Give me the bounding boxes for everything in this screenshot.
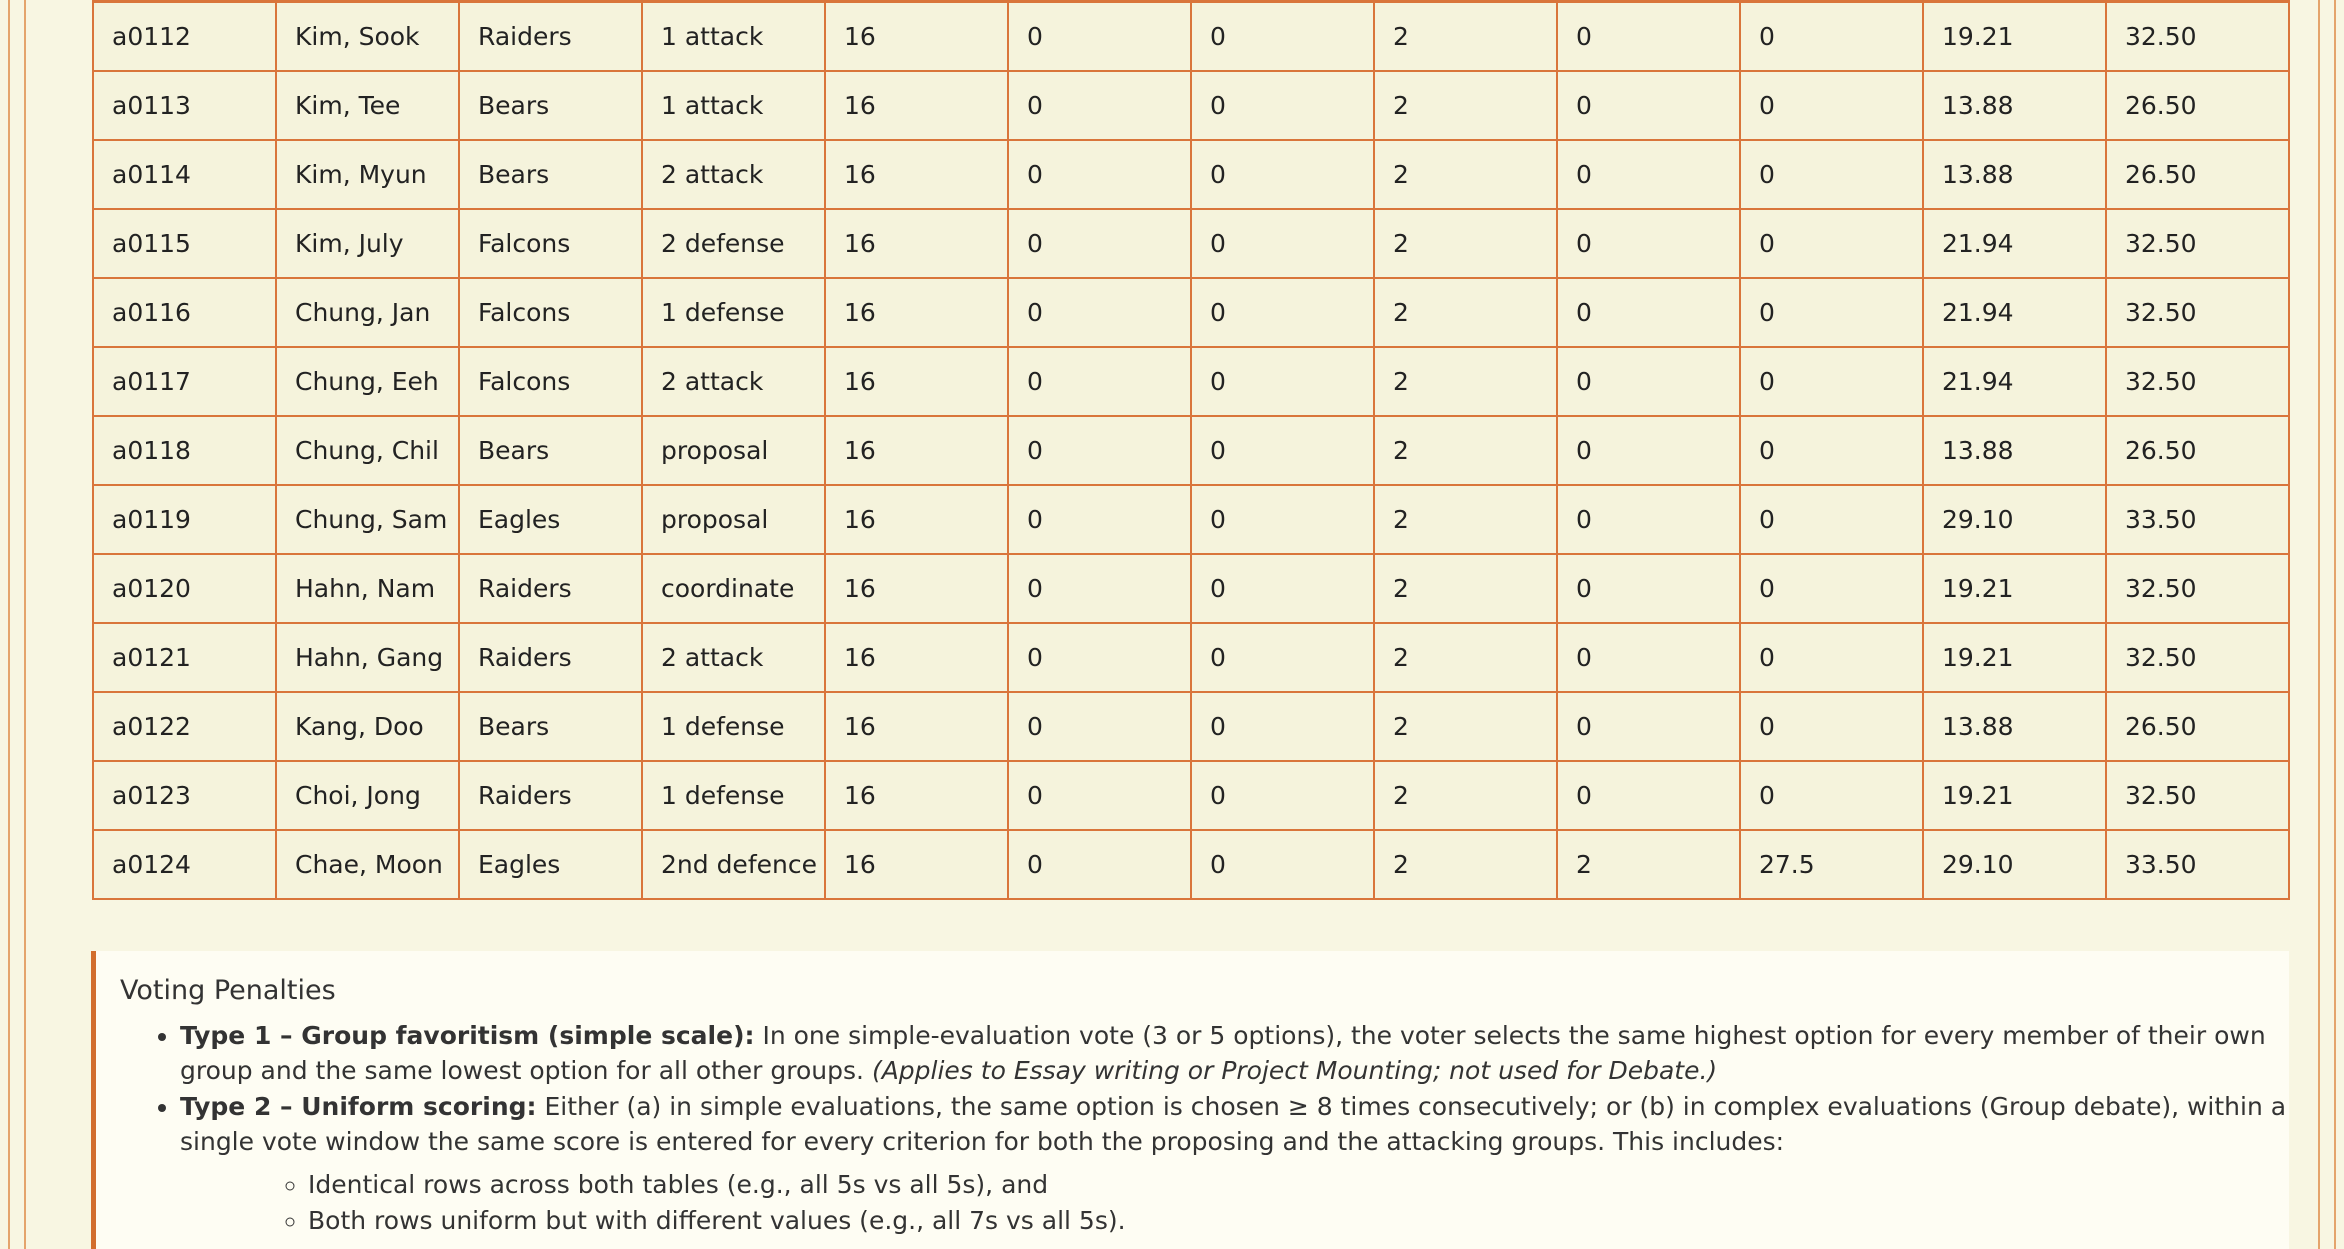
table-cell: proposal xyxy=(642,485,825,554)
table-cell: 0 xyxy=(1008,623,1191,692)
table-cell: 1 defense xyxy=(642,761,825,830)
table-cell: 16 xyxy=(825,140,1008,209)
table-cell: 16 xyxy=(825,830,1008,899)
table-cell: Choi, Jong xyxy=(276,761,459,830)
table-cell: 0 xyxy=(1191,623,1374,692)
table-cell: 0 xyxy=(1008,278,1191,347)
table-cell: 26.50 xyxy=(2106,140,2289,209)
penalty-type-2-subitem: ◦ Both rows uniform but with different values (e.g., all 7s vs all 5s). xyxy=(308,1203,2289,1239)
table-cell: 16 xyxy=(825,692,1008,761)
table-cell: Eagles xyxy=(459,830,642,899)
table-cell: 0 xyxy=(1740,761,1923,830)
table-cell: a0121 xyxy=(93,623,276,692)
table-cell: 16 xyxy=(825,2,1008,72)
table-cell: 0 xyxy=(1740,71,1923,140)
table-cell: 0 xyxy=(1191,140,1374,209)
table-cell: 27.5 xyxy=(1740,830,1923,899)
table-cell: 32.50 xyxy=(2106,2,2289,72)
table-cell: 29.10 xyxy=(1923,830,2106,899)
penalty-type-1-text: In one simple-evaluation vote (3 or 5 options), the voter selects the same highest option for every member of their own group and the same lowest option for all other groups. xyxy=(180,1021,2266,1085)
table-cell: 0 xyxy=(1740,347,1923,416)
table-cell: 0 xyxy=(1008,2,1191,72)
table-cell: 0 xyxy=(1008,830,1191,899)
table-cell: Raiders xyxy=(459,623,642,692)
table-cell: a0122 xyxy=(93,692,276,761)
table-cell: 0 xyxy=(1557,623,1740,692)
frame-rail xyxy=(24,0,26,1249)
table-cell: 2 xyxy=(1557,830,1740,899)
table-cell: 0 xyxy=(1740,692,1923,761)
table-cell: Kim, Myun xyxy=(276,140,459,209)
table-cell: Kang, Doo xyxy=(276,692,459,761)
table-cell: 0 xyxy=(1557,278,1740,347)
table-cell: Falcons xyxy=(459,209,642,278)
table-row xyxy=(93,209,2289,278)
voting-penalties-panel xyxy=(91,951,2289,1249)
table-cell: 2 xyxy=(1374,347,1557,416)
table-cell: 2 xyxy=(1374,278,1557,347)
table-cell: 16 xyxy=(825,71,1008,140)
penalty-list xyxy=(120,1018,2289,1239)
penalty-type-2-text: Either (a) in simple evaluations, the same option is chosen ≥ 8 times consecutively; or (b) in complex evaluations (Group debate), within a single vote window the same score is entered for every criterion for both the proposing and the attacking groups. This includes: xyxy=(180,1092,2287,1156)
table-cell: Bears xyxy=(459,416,642,485)
table-cell: 13.88 xyxy=(1923,416,2106,485)
table-cell: Raiders xyxy=(459,554,642,623)
table-cell: a0120 xyxy=(93,554,276,623)
table-cell: a0112 xyxy=(93,2,276,72)
table-cell: Hahn, Nam xyxy=(276,554,459,623)
table-cell: 16 xyxy=(825,209,1008,278)
table-cell: 16 xyxy=(825,347,1008,416)
table-cell: 32.50 xyxy=(2106,761,2289,830)
table-cell: 0 xyxy=(1557,140,1740,209)
table-cell: 0 xyxy=(1557,2,1740,72)
frame-rail xyxy=(2318,0,2320,1249)
table-cell: 0 xyxy=(1191,2,1374,72)
table-cell: Eagles xyxy=(459,485,642,554)
penalty-type-2-sublist xyxy=(180,1167,2289,1239)
table-cell: Raiders xyxy=(459,2,642,72)
table-cell: 0 xyxy=(1008,554,1191,623)
table-cell: 0 xyxy=(1191,554,1374,623)
table-cell: a0118 xyxy=(93,416,276,485)
table-cell: a0114 xyxy=(93,140,276,209)
table-cell: 16 xyxy=(825,278,1008,347)
table-cell: 26.50 xyxy=(2106,71,2289,140)
table-cell: 2 defense xyxy=(642,209,825,278)
frame-rail xyxy=(8,0,10,1249)
scores-table xyxy=(92,0,2290,900)
table-cell: 21.94 xyxy=(1923,278,2106,347)
table-row xyxy=(93,485,2289,554)
table-cell: 0 xyxy=(1191,347,1374,416)
penalty-type-2-label: Type 2 – Uniform scoring: xyxy=(180,1092,537,1121)
table-cell: a0117 xyxy=(93,347,276,416)
table-cell: 2 xyxy=(1374,71,1557,140)
table-cell: 0 xyxy=(1008,761,1191,830)
table-cell: 0 xyxy=(1740,278,1923,347)
table-cell: 0 xyxy=(1191,761,1374,830)
penalty-type-1-note: (Applies to Essay writing or Project Mounting; not used for Debate.) xyxy=(871,1056,1718,1085)
table-cell: 13.88 xyxy=(1923,71,2106,140)
table-cell: Kim, Sook xyxy=(276,2,459,72)
table-cell: 2 attack xyxy=(642,347,825,416)
table-cell: 2 attack xyxy=(642,140,825,209)
table-cell: 0 xyxy=(1557,554,1740,623)
table-cell: 0 xyxy=(1740,209,1923,278)
table-cell: 33.50 xyxy=(2106,830,2289,899)
table-cell: 2 attack xyxy=(642,623,825,692)
table-cell: 0 xyxy=(1740,485,1923,554)
table-cell: 0 xyxy=(1008,347,1191,416)
table-cell: 32.50 xyxy=(2106,347,2289,416)
table-cell: 32.50 xyxy=(2106,278,2289,347)
table-cell: 19.21 xyxy=(1923,2,2106,72)
table-cell: 1 attack xyxy=(642,2,825,72)
penalty-type-1 xyxy=(180,1018,2289,1088)
table-cell: 0 xyxy=(1557,692,1740,761)
table-cell: 0 xyxy=(1557,209,1740,278)
table-cell: 0 xyxy=(1008,692,1191,761)
table-cell: 0 xyxy=(1557,761,1740,830)
penalty-type-2 xyxy=(180,1089,2289,1239)
table-cell: Chung, Chil xyxy=(276,416,459,485)
table-cell: 13.88 xyxy=(1923,692,2106,761)
table-cell: 19.21 xyxy=(1923,761,2106,830)
scores-table-body xyxy=(93,2,2289,900)
table-cell: 0 xyxy=(1740,623,1923,692)
table-cell: 0 xyxy=(1191,209,1374,278)
table-cell: 0 xyxy=(1191,692,1374,761)
table-cell: 0 xyxy=(1557,347,1740,416)
table-cell: Falcons xyxy=(459,347,642,416)
table-cell: 0 xyxy=(1740,416,1923,485)
table-cell: 0 xyxy=(1191,485,1374,554)
table-cell: 16 xyxy=(825,623,1008,692)
table-cell: Kim, July xyxy=(276,209,459,278)
table-cell: 19.21 xyxy=(1923,623,2106,692)
table-cell: 1 defense xyxy=(642,692,825,761)
table-cell: a0116 xyxy=(93,278,276,347)
table-cell: 21.94 xyxy=(1923,209,2106,278)
table-cell: 29.10 xyxy=(1923,485,2106,554)
table-cell: 0 xyxy=(1191,278,1374,347)
table-row xyxy=(93,692,2289,761)
table-row xyxy=(93,761,2289,830)
table-cell: a0113 xyxy=(93,71,276,140)
table-cell: 13.88 xyxy=(1923,140,2106,209)
table-cell: Bears xyxy=(459,71,642,140)
table-cell: 33.50 xyxy=(2106,485,2289,554)
table-cell: 0 xyxy=(1008,209,1191,278)
table-cell: a0123 xyxy=(93,761,276,830)
table-cell: 0 xyxy=(1191,71,1374,140)
table-cell: 0 xyxy=(1191,416,1374,485)
table-row xyxy=(93,278,2289,347)
table-cell: 0 xyxy=(1740,140,1923,209)
table-row xyxy=(93,140,2289,209)
voting-penalties-title: Voting Penalties xyxy=(120,975,336,1006)
table-cell: 2nd defence xyxy=(642,830,825,899)
table-cell: Chung, Jan xyxy=(276,278,459,347)
table-cell: Chung, Sam xyxy=(276,485,459,554)
table-cell: 16 xyxy=(825,485,1008,554)
table-cell: 2 xyxy=(1374,485,1557,554)
table-cell: 0 xyxy=(1008,416,1191,485)
table-cell: 0 xyxy=(1557,485,1740,554)
table-cell: 0 xyxy=(1008,485,1191,554)
table-cell: a0119 xyxy=(93,485,276,554)
table-cell: 21.94 xyxy=(1923,347,2106,416)
table-cell: 32.50 xyxy=(2106,623,2289,692)
table-cell: 26.50 xyxy=(2106,692,2289,761)
table-row xyxy=(93,416,2289,485)
table-cell: 2 xyxy=(1374,416,1557,485)
table-cell: Raiders xyxy=(459,761,642,830)
table-cell: 2 xyxy=(1374,140,1557,209)
frame-rail xyxy=(2334,0,2336,1249)
table-cell: 1 defense xyxy=(642,278,825,347)
table-cell: 0 xyxy=(1740,2,1923,72)
table-cell: 0 xyxy=(1008,71,1191,140)
table-cell: Kim, Tee xyxy=(276,71,459,140)
penalty-type-1-label: Type 1 – Group favoritism (simple scale): xyxy=(180,1021,755,1050)
table-cell: Falcons xyxy=(459,278,642,347)
table-cell: 32.50 xyxy=(2106,554,2289,623)
table-cell: 2 xyxy=(1374,554,1557,623)
table-cell: 32.50 xyxy=(2106,209,2289,278)
table-cell: 16 xyxy=(825,416,1008,485)
table-cell: a0124 xyxy=(93,830,276,899)
penalty-type-2-subitem: ◦ Identical rows across both tables (e.g., all 5s vs all 5s), and xyxy=(308,1167,2289,1203)
table-row xyxy=(93,830,2289,899)
table-row xyxy=(93,2,2289,72)
table-cell: 0 xyxy=(1557,416,1740,485)
table-cell: Chae, Moon xyxy=(276,830,459,899)
table-cell: 16 xyxy=(825,554,1008,623)
table-cell: 2 xyxy=(1374,209,1557,278)
table-cell: Bears xyxy=(459,140,642,209)
table-cell: a0115 xyxy=(93,209,276,278)
table-cell: 19.21 xyxy=(1923,554,2106,623)
table-cell: 2 xyxy=(1374,2,1557,72)
table-cell: Bears xyxy=(459,692,642,761)
table-cell: 26.50 xyxy=(2106,416,2289,485)
table-cell: 1 attack xyxy=(642,71,825,140)
table-row xyxy=(93,623,2289,692)
table-row xyxy=(93,71,2289,140)
table-cell: 16 xyxy=(825,761,1008,830)
table-cell: 2 xyxy=(1374,830,1557,899)
table-cell: Chung, Eeh xyxy=(276,347,459,416)
table-cell: 2 xyxy=(1374,761,1557,830)
table-cell: 2 xyxy=(1374,692,1557,761)
table-cell: Hahn, Gang xyxy=(276,623,459,692)
table-cell: 2 xyxy=(1374,623,1557,692)
table-row xyxy=(93,347,2289,416)
table-cell: proposal xyxy=(642,416,825,485)
table-row xyxy=(93,554,2289,623)
table-cell: 0 xyxy=(1191,830,1374,899)
table-cell: 0 xyxy=(1740,554,1923,623)
table-cell: 0 xyxy=(1557,71,1740,140)
table-cell: coordinate xyxy=(642,554,825,623)
table-cell: 0 xyxy=(1008,140,1191,209)
